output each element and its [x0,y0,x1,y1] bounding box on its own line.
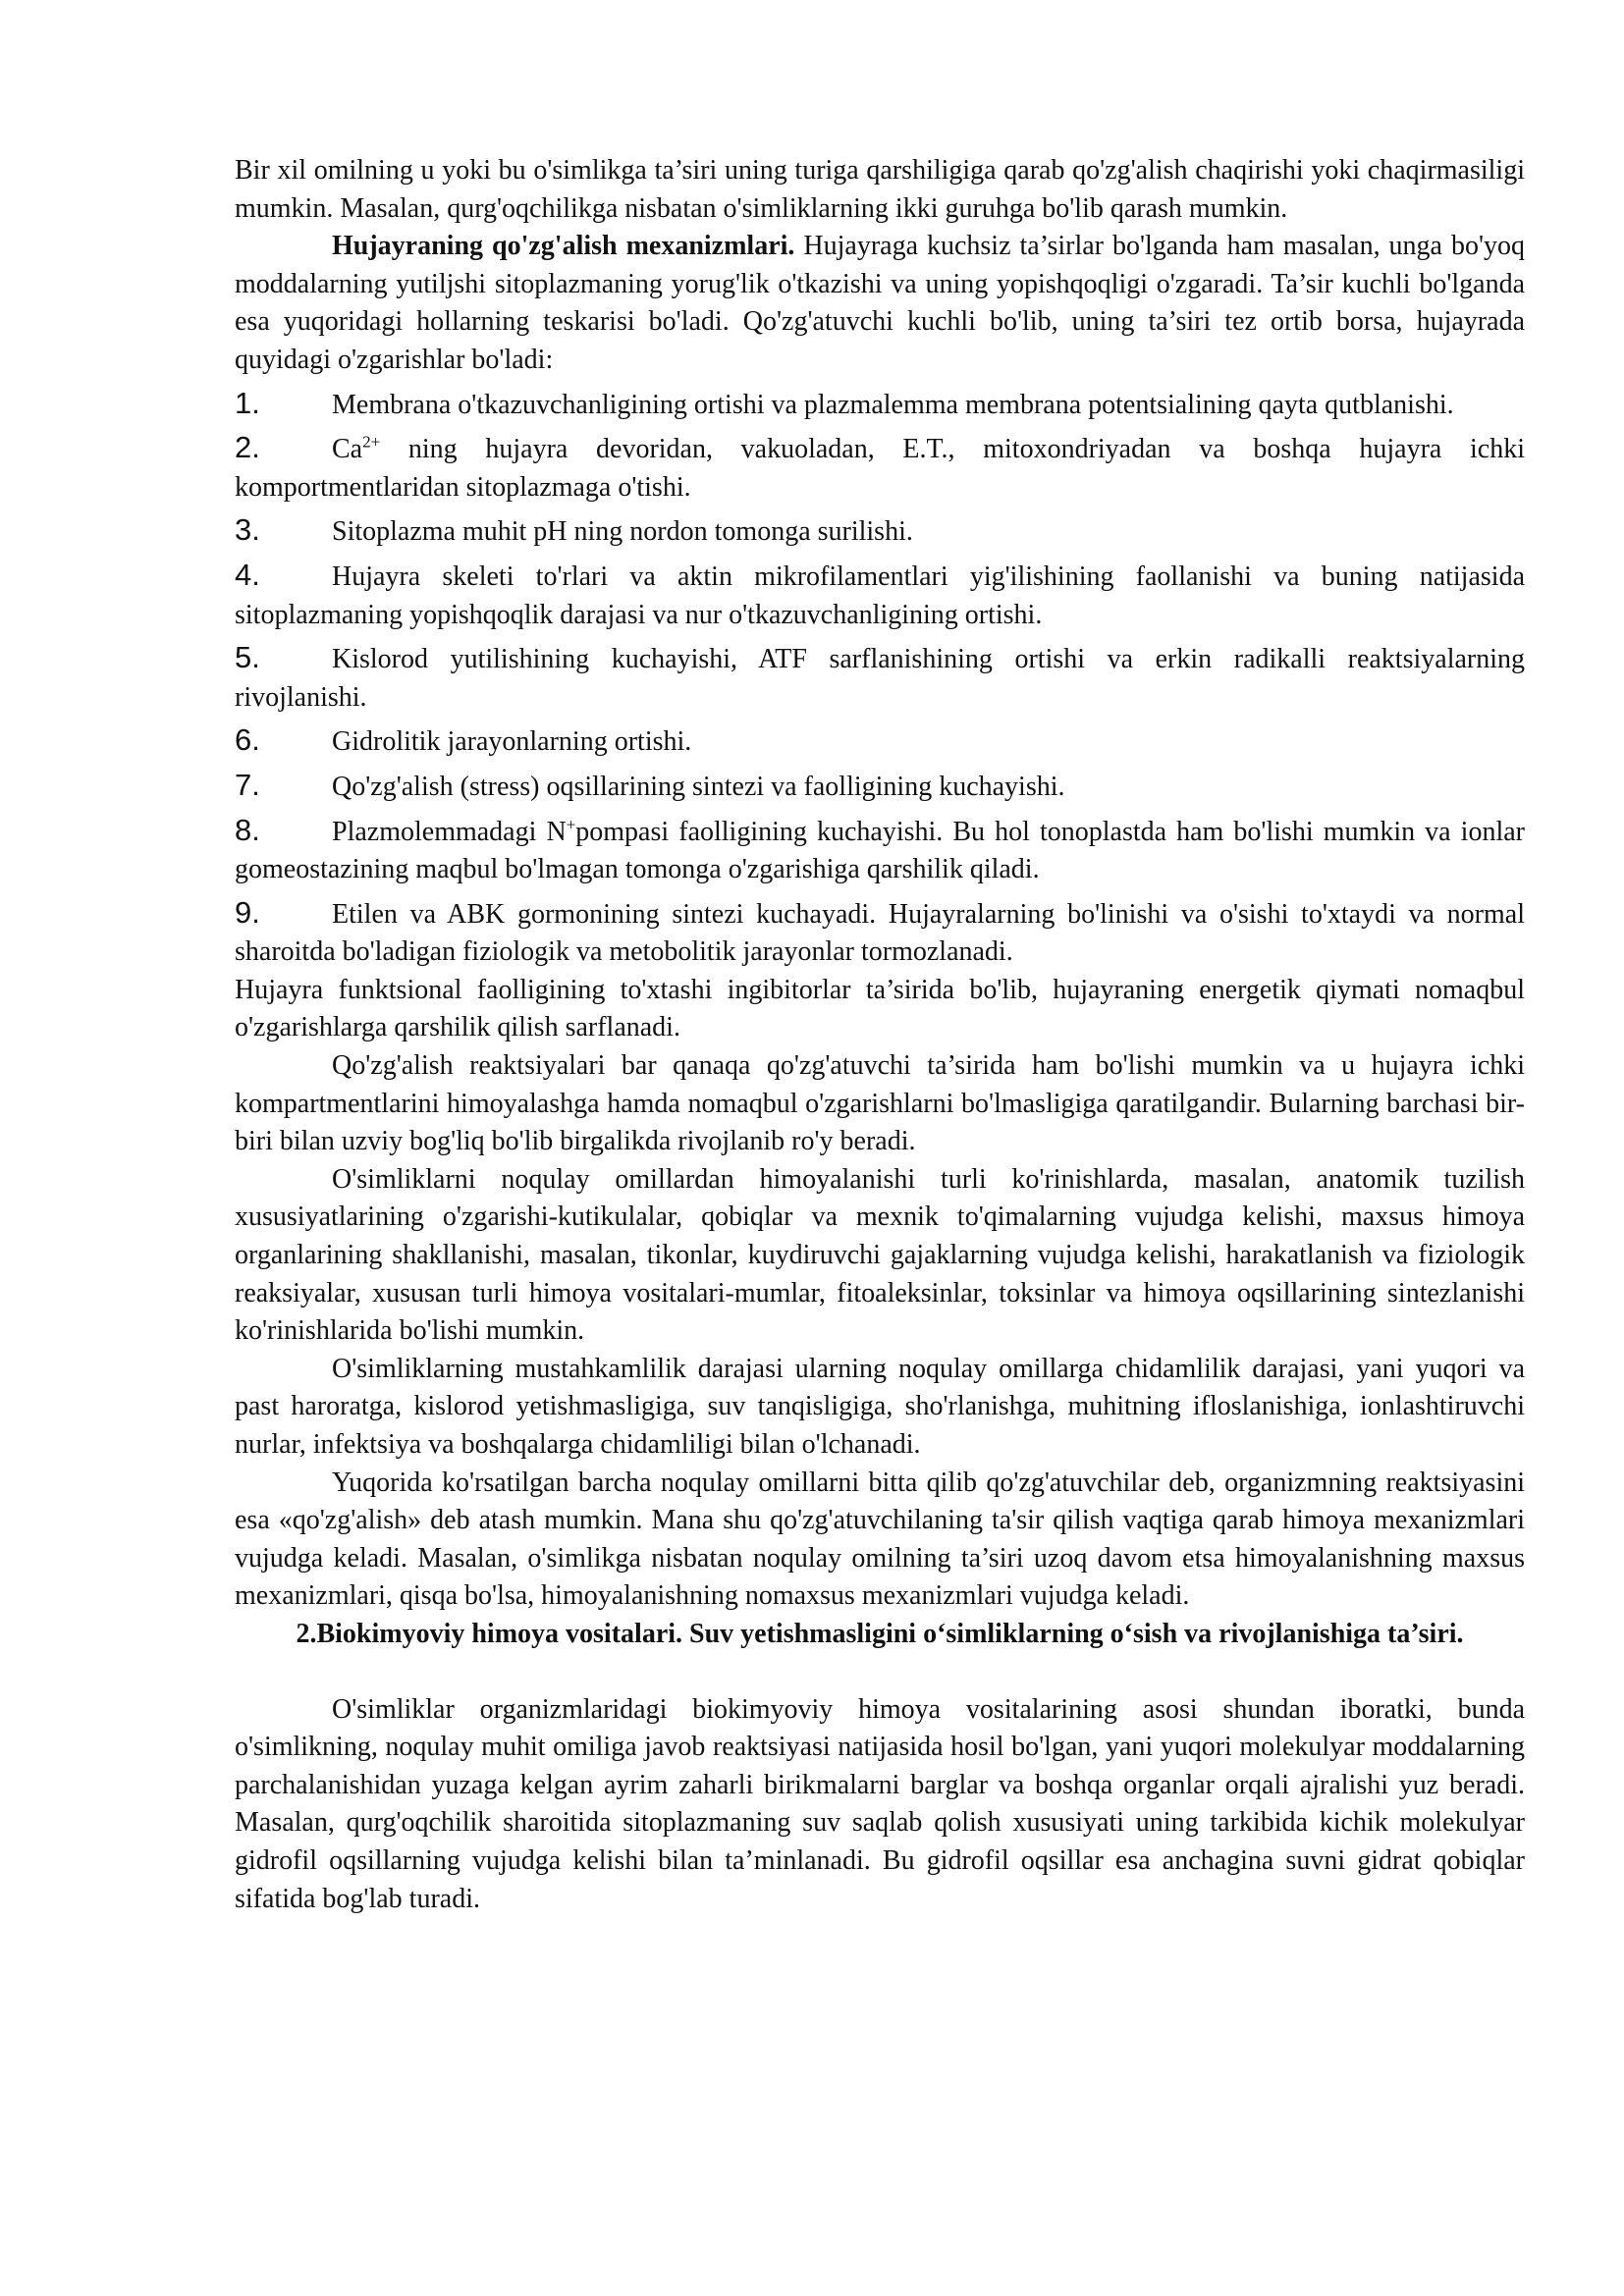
paragraph-mechanisms-text: Hujayraga kuchsiz ta’sirlar bo'lganda ham masalan, unga bo'yoq moddalarning yutiljshi sitoplazmaning yorug'lik o'tkazishi va uning yopishqoqligi o'zgaradi. Ta’sir kuchli bo'lganda esa yuqoridagi hollarning teskarisi bo'ladi. Qo'zg'atuvchi kuchli bo'lib, uning ta’siri tez ortib borsa, hujayrada quyidagi o'zgarishlar bo'ladi: [235,231,1525,375]
list-text: pompasi faolligining kuchayishi. Bu hol tonoplastda ham bo'lishi mumkin va ionlar gomeostazining maqbul bo'lmagan tomonga o'zgarishiga qarshilik qiladi. [235,816,1525,885]
list-number: 3. [235,512,260,548]
list-item [235,557,1525,634]
list-item [235,812,1525,889]
list-number: 7. [235,767,260,802]
paragraph-mechanisms [235,228,1525,379]
list-number: 8. [235,812,260,847]
list-text: ning hujayra devoridan, vakuoladan, E.T., mitoxondriyadan va boshqa hujayra ichki komportmentlaridan sitoplazmaga o'tishi. [235,434,1525,503]
list-text: Membrana o'tkazuvchanligining ortishi va plazmalemma membrana potentsialining qayta qutblanishi. [332,389,1454,420]
paragraph-protection: O'simliklarni noqulay omillardan himoyalanishi turli ko'rinishlarda, masalan, anatomik tuzilish xususiyatlarining o'zgarishi-kutikulalar, qobiqlar va mexnik to'qimalarning vujudga kelishi, maxsus himoya organlarining shakllanishi, masalan, tikonlar, kuydiruvchi gajaklarning vujudga kelishi, harakatlanish va fiziologik reaksiyalar, xususan turli himoya vositalari-mumlar, fitoaleksinlar, toksinlar va himoya oqsillarining sintezlanishi ko'rinishlarida bo'lishi mumkin. [235,1163,1525,1347]
list-text: Sitoplazma muhit pH ning nordon tomonga surilishi. [332,516,913,548]
list-number: 2. [235,430,260,465]
paragraph-after-list: Hujayra funktsional faolligining to'xtashi ingibitorlar ta’sirida bo'lib, hujayraning energetik qiymati nomaqbul o'zgarishlarga qarshilik qilish sarflanadi. [235,974,1525,1043]
list-text-prefix: Plazmolemmadagi N [332,816,567,847]
list-text: Qo'zg'alish (stress) oqsillarining sintezi va faolligining kuchayishi. [332,771,1065,802]
list-item [235,767,1525,807]
list-item [235,511,1525,552]
list-number: 1. [235,385,260,420]
list-item [235,385,1525,425]
paragraph-stimuli: Yuqorida ko'rsatilgan barcha noqulay omillarni bitta qilib qo'zg'atuvchilar deb, organizmning reaktsiyasini esa «qo'zg'alish» deb atash mumkin. Mana shu qo'zg'atuvchilaning ta'sir qilish vaqtiga qarab himoya mexanizmlari vujudga keladi. Masalan, o'simlikga nisbatan noqulay omilning ta’siri uzoq davom etsa himoyalanishning maxsus mexanizmlari, qisqa bo'lsa, himoyalanishning nomaxsus mexanizmlari vujudga keladi. [235,1467,1525,1612]
blank-line [235,1654,1525,1691]
list-number: 6. [235,722,260,758]
list-text: Hujayra skeleti to'rlari va aktin mikrofilamentlari yig'ilishining faollanishi va buning natijasida sitoplazmaning yopishqoqlik darajasi va nur o'tkazuvchanligining ortishi. [235,561,1525,630]
list-item [235,639,1525,717]
superscript: + [566,815,576,834]
paragraph-biochemical: O'simliklar organizmlaridagi biokimyoviy himoya vositalarining asosi shundan iboratki, bunda o'simlikning, noqulay muhit omiliga javob reaktsiyasi natijasida hosil bo'lgan, yani yuqori molekulyar moddalarning parchalanishidan yuzaga kelgan ayrim zaharli birikmalarni barglar va boshqa organlar orqali ajralishi yuz beradi. Masalan, qurg'oqchilik sharoitida sitoplazmaning suv saqlab qolish xususiyati uning tarkibida kichik molekulyar gidrofil oqsillarning vujudga kelishi bilan ta’minlanadi. Bu gidrofil oqsillar esa anchagina suvni gidrat qobiqlar sifatida bog'lab turadi. [235,1693,1525,1914]
section-heading-inline: Hujayraning qo'zg'alish mexanizmlari. [332,231,795,262]
list-text: Gidrolitik jarayonlarning ortishi. [332,726,692,758]
list-item [235,429,1525,507]
document-page [235,152,1525,1918]
list-number: 4. [235,557,260,592]
list-text: Kislorod yutilishining kuchayishi, ATF sarflanishining ortishi va erkin radikalli reaktsiyalarning rivojlanishi. [235,644,1525,713]
paragraph-resistance: O'simliklarning mustahkamlilik darajasi ularning noqulay omillarga chidamlilik darajasi, yani yuqori va past haroratga, kislorod yetishmasligiga, suv tanqisligiga, sho'rlanishga, muhitning ifloslanishiga, ionlashtiruvchi nurlar, infektsiya va boshqalarga chidamliligi bilan o'lchanadi. [235,1353,1525,1460]
paragraph-intro: Bir xil omilning u yoki bu o'simlikga ta’siri uning turiga qarshiligiga qarab qo'zg'alish chaqirishi yoki chaqirmasiligi mumkin. Masalan, qurg'oqchilikga nisbatan o'simliklarning ikki guruhga bo'lib qarash mumkin. [235,155,1525,224]
section-heading: 2.Biokimyoviy himoya vositalari. Suv yetishmasligini o‘simliklarning o‘sish va rivojlanishiga ta’siri. [296,1618,1464,1649]
list-item [235,721,1525,762]
list-number: 5. [235,640,260,675]
superscript: 2+ [362,432,381,452]
list-number: 9. [235,894,260,930]
list-text: Etilen va ABK gormonining sintezi kuchayadi. Hujayralarning bo'linishi va o'sishi to'xtaydi va normal sharoitda bo'ladigan fiziologik va metobolitik jarayonlar tormozlanadi. [235,898,1525,968]
list-item [235,894,1525,972]
list-text-prefix: Ca [332,434,363,465]
paragraph-reactions: Qo'zg'alish reaktsiyalari bar qanaqa qo'zg'atuvchi ta’sirida ham bo'lishi mumkin va u hujayra ichki kompartmentlarini himoyalashga hamda nomaqbul o'zgarishlarni bo'lmasligiga qaratilgandir. Bularning barchasi bir-biri bilan uzviy bog'liq bo'lib birgalikda rivojlanib ro'y beradi. [235,1050,1525,1157]
